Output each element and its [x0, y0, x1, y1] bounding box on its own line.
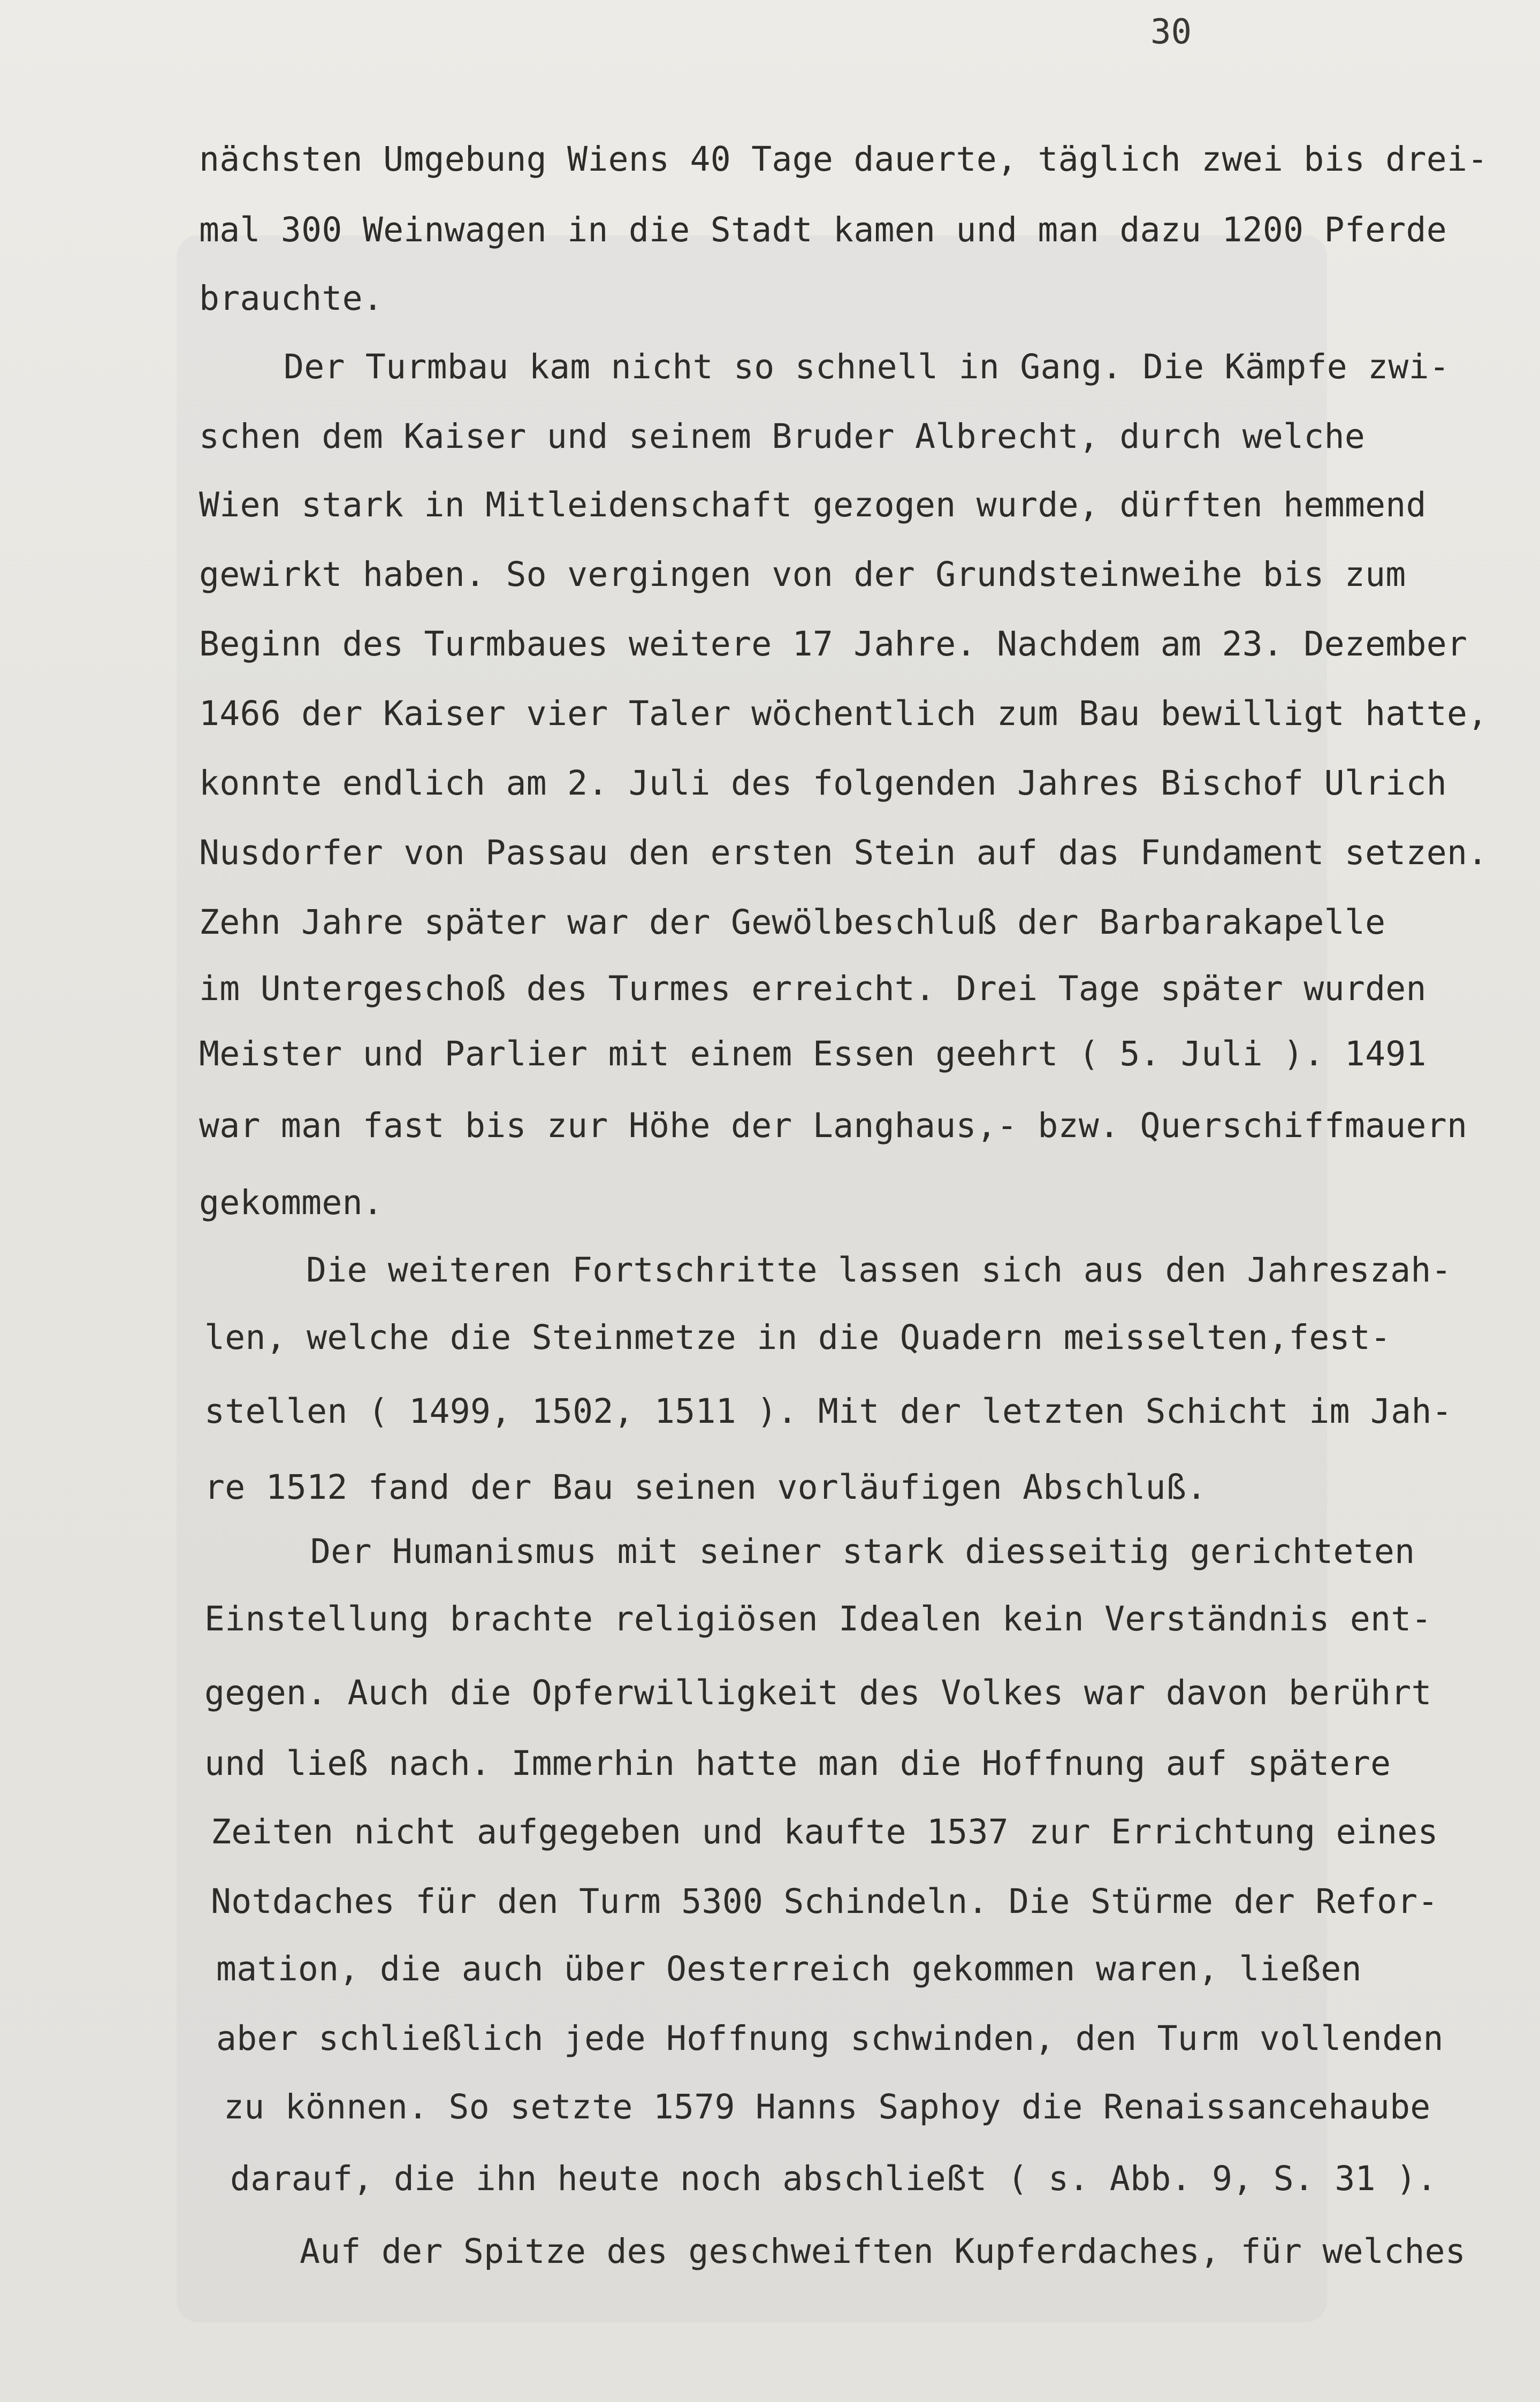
text-line: war man fast bis zur Höhe der Langhaus,- bzw. Querschiffmauern: [199, 1106, 1468, 1145]
text-line: gewirkt haben. So vergingen von der Grundsteinweihe bis zum: [199, 555, 1406, 594]
text-line: aber schließlich jede Hoffnung schwinden, den Turm vollenden: [216, 2019, 1444, 2058]
text-line: und ließ nach. Immerhin hatte man die Hoffnung auf spätere: [204, 1744, 1391, 1783]
text-line: im Untergeschoß des Turmes erreicht. Drei Tage später wurden: [199, 969, 1427, 1008]
text-line: Auf der Spitze des geschweiften Kupferdaches, für welches: [300, 2232, 1466, 2271]
text-line: Zehn Jahre später war der Gewölbeschluß der Barbarakapelle: [199, 903, 1386, 942]
text-line: gegen. Auch die Opferwilligkeit des Volkes war davon berührt: [204, 1673, 1432, 1712]
text-line: nächsten Umgebung Wiens 40 Tage dauerte, täglich zwei bis drei-: [199, 140, 1488, 179]
text-line: Der Humanismus mit seiner stark diesseitig gerichteten: [310, 1532, 1415, 1571]
text-line: Der Turmbau kam nicht so schnell in Gang. Die Kämpfe zwi-: [284, 347, 1450, 386]
text-line: Nusdorfer von Passau den ersten Stein auf das Fundament setzen.: [199, 833, 1488, 872]
text-line: re 1512 fand der Bau seinen vorläufigen Abschluß.: [204, 1468, 1207, 1507]
text-line: Wien stark in Mitleidenschaft gezogen wurde, dürften hemmend: [199, 485, 1427, 524]
text-line: Zeiten nicht aufgegeben und kaufte 1537 zur Errichtung eines: [211, 1812, 1438, 1851]
text-line: Einstellung brachte religiösen Idealen kein Verständnis ent-: [204, 1599, 1432, 1638]
text-line: konnte endlich am 2. Juli des folgenden Jahres Bischof Ulrich: [199, 764, 1447, 803]
text-line: stellen ( 1499, 1502, 1511 ). Mit der letzten Schicht im Jah-: [204, 1392, 1452, 1431]
text-line: gekommen.: [199, 1183, 384, 1222]
text-line: mation, die auch über Oesterreich gekommen waren, ließen: [216, 1949, 1362, 1988]
text-line: brauchte.: [199, 279, 384, 318]
text-line: mal 300 Weinwagen in die Stadt kamen und man dazu 1200 Pferde: [199, 210, 1447, 249]
text-line: schen dem Kaiser und seinem Bruder Albrecht, durch welche: [199, 417, 1366, 456]
page-number: 30: [1150, 12, 1192, 52]
text-line: 1466 der Kaiser vier Taler wöchentlich zum Bau bewilligt hatte,: [199, 694, 1488, 733]
text-line: Die weiteren Fortschritte lassen sich aus den Jahreszah-: [306, 1250, 1452, 1290]
text-line: Notdaches für den Turm 5300 Schindeln. Die Stürme der Refor-: [211, 1882, 1438, 1921]
text-line: darauf, die ihn heute noch abschließt ( s. Abb. 9, S. 31 ).: [230, 2159, 1437, 2198]
text-line: Meister und Parlier mit einem Essen geehrt ( 5. Juli ). 1491: [199, 1034, 1427, 1073]
text-line: zu können. So setzte 1579 Hanns Saphoy die Renaissancehaube: [224, 2087, 1431, 2126]
text-line: len, welche die Steinmetze in die Quadern meisselten,fest-: [204, 1318, 1391, 1357]
text-line: Beginn des Turmbaues weitere 17 Jahre. Nachdem am 23. Dezember: [199, 624, 1468, 664]
